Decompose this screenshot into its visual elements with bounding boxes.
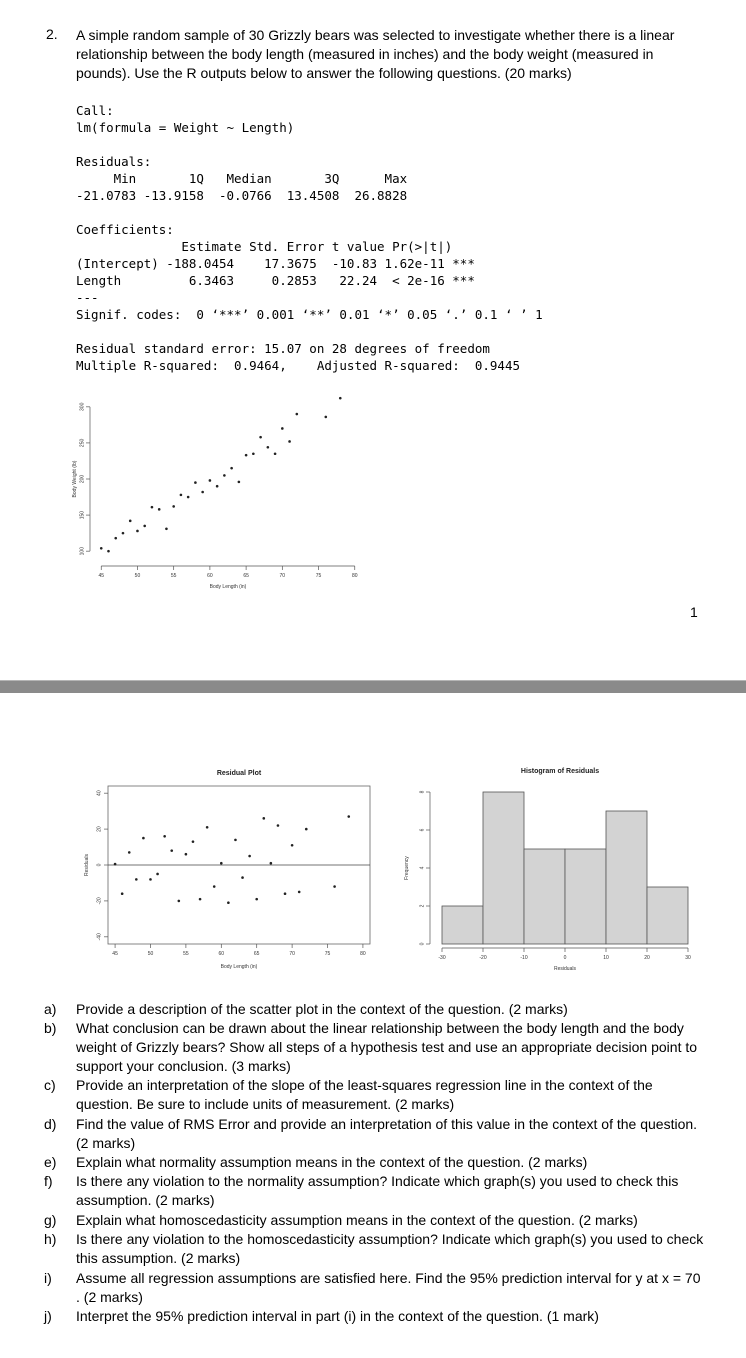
residual-point (114, 863, 117, 866)
scatter-point (172, 505, 175, 508)
x-axis-label: Residuals (554, 966, 576, 972)
r-residuals-header: Min 1Q Median 3Q Max (76, 171, 408, 186)
page-number: 1 (690, 604, 698, 620)
y-tick-label: 200 (79, 474, 86, 484)
y-tick-label: 300 (79, 402, 86, 411)
y-tick-label: 250 (79, 438, 86, 448)
residual-point (347, 815, 350, 818)
residual-point (121, 892, 124, 895)
r-coef-header: Estimate Std. Error t value Pr(>|t|) (76, 239, 453, 254)
subquestion-text: Assume all regression assumptions are satisfied here. Find the 95% prediction interval for y at x = 70 . (2 marks) (76, 1270, 701, 1305)
subquestion-label: b) (44, 1020, 57, 1036)
x-tick-label: 20 (644, 955, 650, 961)
y-tick-label: -20 (96, 897, 103, 905)
r-call: lm(formula = Weight ~ Length) (76, 120, 295, 135)
residual-point (270, 862, 273, 865)
scatter-point (136, 530, 139, 533)
scatter-point (324, 416, 327, 419)
scatter-point (151, 506, 154, 509)
x-tick-label: 55 (170, 573, 177, 579)
residual-point (213, 885, 216, 888)
residual-histogram (400, 760, 700, 980)
x-tick-label: 30 (685, 955, 691, 961)
scatter-point (107, 550, 110, 553)
r-dashes: --- (76, 290, 99, 305)
y-tick-label: 100 (79, 547, 86, 556)
residual-point (298, 891, 301, 894)
r-signif-codes: Signif. codes: 0 ‘***’ 0.001 ‘**’ 0.01 ‘*’ 0.05 ‘.’ 0.1 ‘ ’ 1 (76, 307, 543, 322)
x-tick-label: 80 (351, 573, 358, 579)
x-tick-label: 60 (218, 951, 225, 957)
scatter-point (259, 436, 262, 439)
residual-point (255, 898, 258, 901)
x-tick-label: -10 (520, 955, 528, 961)
residual-point (199, 898, 202, 901)
scatter-point (122, 532, 125, 535)
scatter-point (223, 474, 226, 477)
x-tick-label: 60 (207, 573, 213, 579)
r-coef-label: Coefficients: (76, 222, 174, 237)
x-tick-label: -20 (479, 955, 487, 961)
subquestion-label: g) (44, 1212, 57, 1228)
r-call-label: Call: (76, 103, 114, 118)
subquestion-text: Provide a description of the scatter plot in the context of the question. (2 marks) (76, 1001, 568, 1017)
scatter-point (201, 491, 204, 494)
r-residuals-values: -21.0783 -13.9158 -0.0766 13.4508 26.8828 (76, 188, 408, 203)
scatter-point (100, 547, 103, 550)
y-tick-label: 4 (419, 866, 426, 870)
residual-point (241, 876, 244, 879)
x-tick-label: 55 (183, 951, 189, 957)
residual-plot (78, 760, 390, 980)
scatter-point (216, 485, 219, 488)
subquestion-label: j) (44, 1308, 52, 1324)
scatter-point (114, 537, 117, 540)
x-axis-label: Body Length (in) (209, 584, 247, 590)
scatter-point (209, 479, 212, 482)
y-tick-label: 0 (419, 942, 426, 946)
y-tick-label: -40 (96, 933, 103, 941)
residual-point (234, 839, 237, 842)
scatter-point (194, 481, 197, 484)
residual-point (248, 855, 251, 858)
subquestion-label: e) (44, 1154, 57, 1170)
x-tick-label: 45 (98, 573, 105, 579)
histogram-bar (647, 887, 688, 944)
page-divider (0, 680, 746, 693)
y-tick-label: 20 (96, 826, 103, 832)
scatter-point (180, 494, 183, 497)
residual-point (128, 851, 131, 854)
histogram-bar (442, 906, 483, 944)
residual-point (291, 844, 294, 847)
subquestion-label: c) (44, 1077, 56, 1093)
histogram-bar (606, 811, 647, 944)
subquestion-text: Is there any violation to the normality assumption? Indicate which graph(s) you used to check this assumption. (2 marks) (76, 1173, 679, 1208)
scatter-point (158, 508, 161, 511)
subquestion-label: i) (44, 1270, 52, 1286)
scatter-plot (70, 392, 380, 592)
x-tick-label: 70 (279, 573, 286, 579)
residual-point (227, 901, 230, 904)
residual-point (220, 862, 223, 865)
subquestion-text: What conclusion can be drawn about the linear relationship between the body length and the body weight of Grizzly bears? Show all steps of a hypothesis test and use an appropriate decision point to support your conclusion. (3 marks) (76, 1020, 698, 1074)
subquestion-text: Find the value of RMS Error and provide an interpretation of this value in the context of the question. (2 marks) (76, 1116, 698, 1151)
residual-point (185, 853, 188, 856)
residual-point (135, 878, 138, 881)
x-tick-label: 0 (563, 955, 567, 961)
scatter-point (245, 454, 248, 457)
residual-point (192, 840, 195, 843)
residual-point (170, 849, 173, 852)
scatter-point (230, 467, 233, 470)
x-tick-label: 65 (243, 573, 249, 579)
scatter-point (165, 528, 168, 531)
residual-point (156, 873, 159, 876)
scatter-point (252, 452, 255, 455)
x-tick-label: 45 (112, 951, 118, 957)
y-tick-label: 2 (419, 904, 426, 908)
subquestion-text: Explain what normality assumption means in the context of the question. (2 marks) (76, 1154, 588, 1170)
histogram-title: Histogram of Residuals (520, 768, 600, 775)
x-tick-label: 10 (603, 955, 609, 961)
scatter-point (129, 520, 132, 523)
scatter-point (267, 446, 270, 449)
x-tick-label: 80 (360, 951, 366, 957)
x-tick-label: 50 (147, 951, 154, 957)
residual-point (142, 837, 145, 840)
scatter-point (187, 496, 190, 499)
y-tick-label: 8 (419, 790, 426, 794)
y-axis-label: Frequency (404, 856, 410, 880)
scatter-point (288, 440, 291, 443)
subquestion-text: Explain what homoscedasticity assumption means in the context of the question. (2 marks) (76, 1212, 638, 1228)
histogram-bar (565, 849, 606, 944)
histogram-bar (524, 849, 565, 944)
scatter-point (143, 525, 146, 528)
subquestion-label: a) (44, 1001, 57, 1017)
x-tick-label: 50 (134, 573, 141, 579)
scatter-point (296, 413, 299, 416)
residual-point (305, 828, 308, 831)
x-tick-label: -30 (438, 955, 446, 961)
r-residual-standard-error: Residual standard error: 15.07 on 28 degrees of freedom (76, 341, 490, 356)
y-axis-label: Body Weight (lb) (72, 460, 78, 498)
x-tick-label: 75 (324, 951, 331, 957)
x-axis-label: Body Length (in) (220, 964, 258, 970)
histogram-bar (483, 792, 524, 944)
r-coef-row-intercept: (Intercept) -188.0454 17.3675 -10.83 1.62e-11 *** (76, 256, 475, 271)
subquestion-label: h) (44, 1231, 57, 1247)
residual-point (284, 892, 287, 895)
subquestion-label: f) (44, 1173, 53, 1189)
scatter-point (339, 397, 342, 400)
residual-point (163, 835, 166, 838)
residual-point (262, 817, 265, 820)
x-tick-label: 70 (289, 951, 295, 957)
residual-plot-title: Residual Plot (216, 770, 262, 777)
subquestion-text: Interpret the 95% prediction interval in part (i) in the context of the question. (1 mark) (76, 1308, 599, 1324)
x-tick-label: 75 (315, 573, 322, 579)
r-r-squared: Multiple R-squared: 0.9464, Adjusted R-squared: 0.9445 (76, 358, 521, 373)
question-text: A simple random sample of 30 Grizzly bears was selected to investigate whether there is a linear relationship between the body length (measured in inches) and the body weight (measured in pounds). Use the R outputs below to answer the following questions. (20 marks) (76, 27, 675, 81)
subquestion-text: Provide an interpretation of the slope of the least-squares regression line in the context of the question. Be sure to include units of measurement. (2 marks) (76, 1077, 653, 1112)
x-tick-label: 65 (253, 951, 260, 957)
scatter-point (281, 427, 284, 430)
y-tick-label: 40 (96, 790, 103, 796)
y-tick-label: 0 (96, 863, 103, 867)
residual-point (149, 878, 152, 881)
scatter-point (238, 481, 241, 484)
question-number: 2. (46, 26, 58, 42)
residual-point (277, 824, 280, 827)
residual-point (178, 900, 181, 903)
scatter-point (274, 452, 277, 455)
y-tick-label: 150 (79, 510, 86, 520)
residual-point (206, 826, 209, 829)
subquestion-text: Is there any violation to the homoscedasticity assumption? Indicate which graph(s) you used to check this assumption. (2 marks) (76, 1231, 704, 1266)
y-tick-label: 6 (419, 828, 426, 832)
subquestion-label: d) (44, 1116, 57, 1132)
y-axis-label: Residuals (84, 854, 90, 876)
residual-point (333, 885, 336, 888)
r-residuals-label: Residuals: (76, 154, 152, 169)
r-coef-row-length: Length 6.3463 0.2853 22.24 < 2e-16 *** (76, 273, 475, 288)
